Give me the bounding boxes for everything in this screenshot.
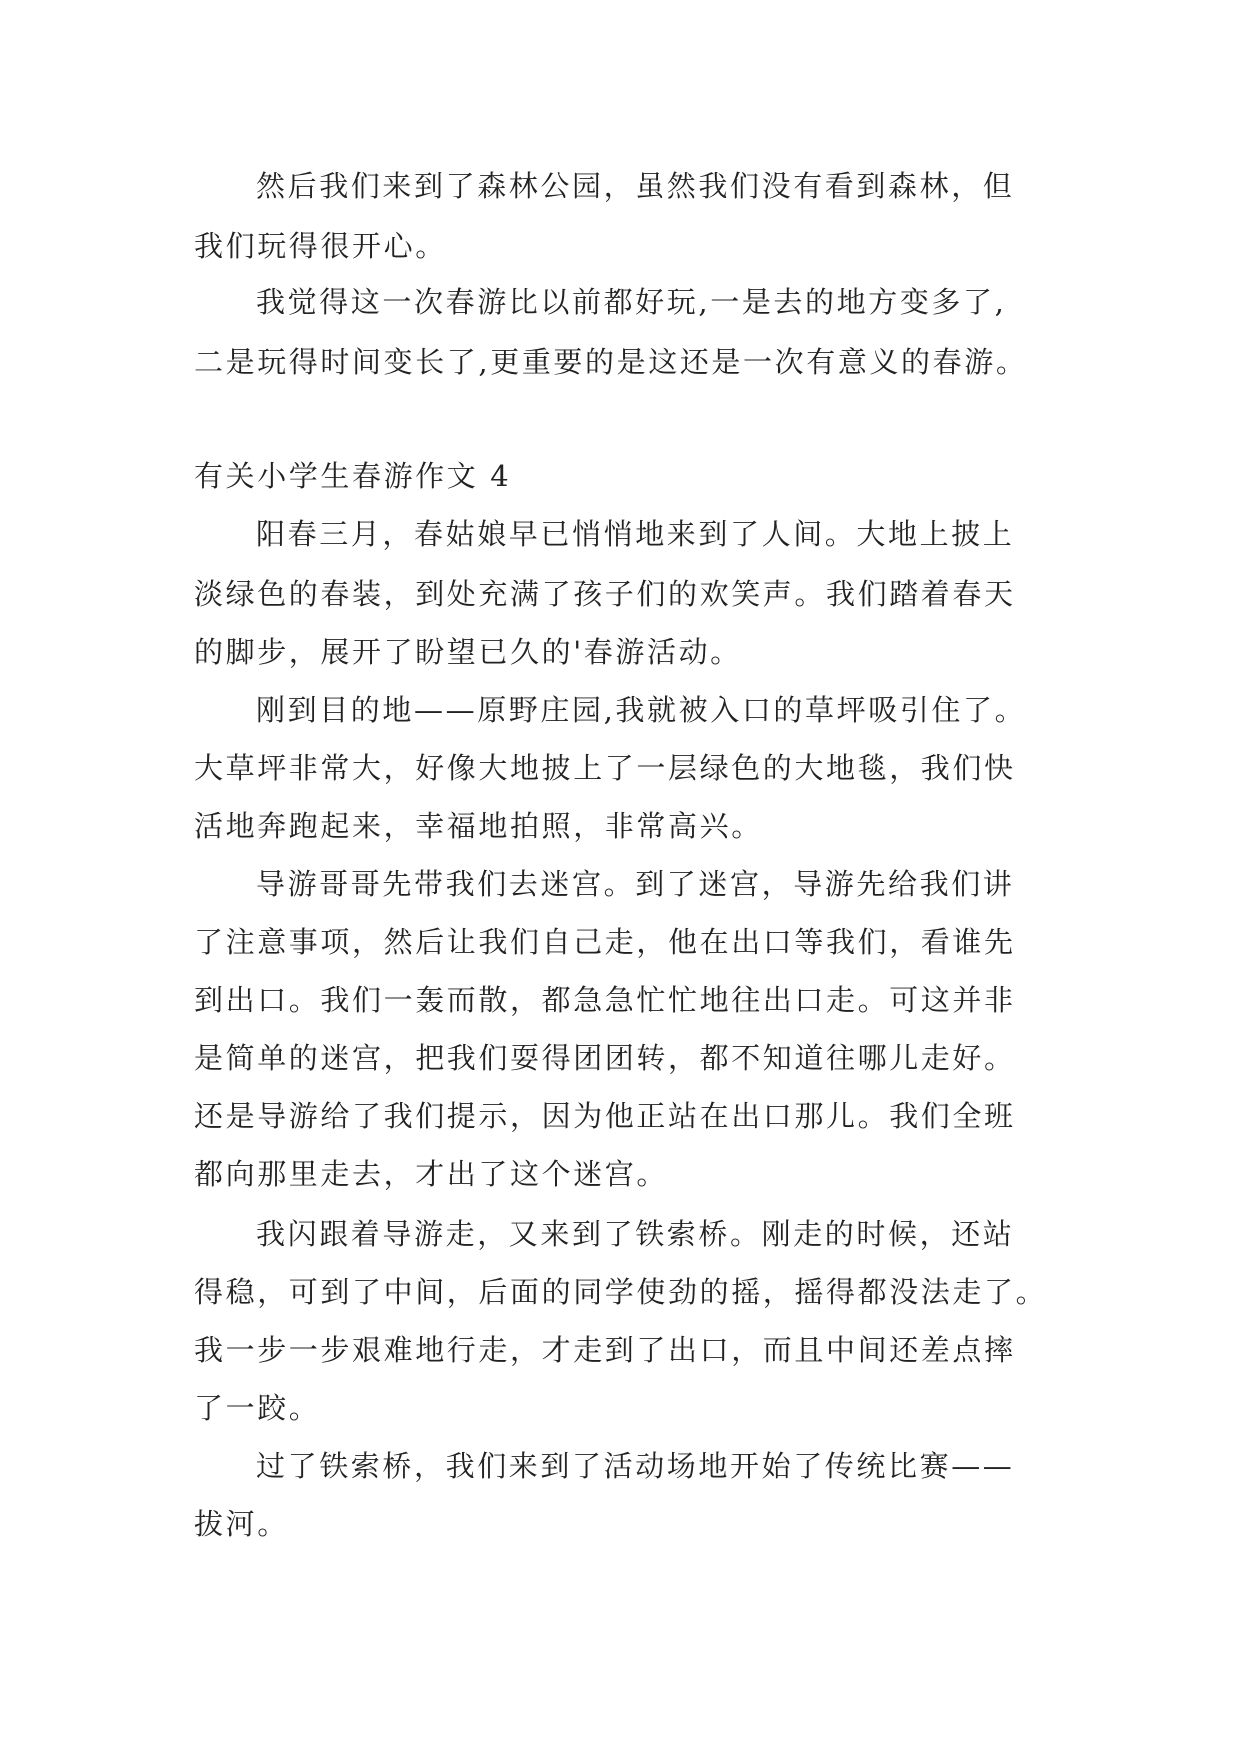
paragraph-line: 刚到目的地——原野庄园,我就被入口的草坪吸引住了。 (256, 693, 1027, 727)
paragraph-line: 是简单的迷宫，把我们耍得团团转，都不知道往哪儿走好。 (194, 1041, 1016, 1075)
paragraph-line: 了注意事项，然后让我们自己走，他在出口等我们，看谁先 (194, 925, 1016, 959)
paragraph-line: 我闪跟着导游走，又来到了铁索桥。刚走的时候，还站 (256, 1217, 1015, 1251)
paragraph-line: 阳春三月，春姑娘早已悄悄地来到了人间。大地上披上 (256, 517, 1015, 551)
paragraph-line: 活地奔跑起来，幸福地拍照，非常高兴。 (194, 809, 763, 843)
paragraph-line: 了一跤。 (194, 1391, 321, 1425)
paragraph-line: 我觉得这一次春游比以前都好玩,一是去的地方变多了, (256, 285, 1007, 319)
paragraph-line: 二是玩得时间变长了,更重要的是这还是一次有意义的春游。 (194, 345, 1028, 379)
paragraph-line: 淡绿色的春装，到处充满了孩子们的欢笑声。我们踏着春天 (194, 577, 1016, 611)
paragraph-line: 然后我们来到了森林公园，虽然我们没有看到森林，但 (256, 169, 1015, 203)
paragraph-line: 的脚步，展开了盼望已久的'春游活动。 (194, 635, 742, 669)
paragraph-line: 拔河。 (194, 1507, 289, 1541)
paragraph-line: 导游哥哥先带我们去迷宫。到了迷宫，导游先给我们讲 (256, 867, 1015, 901)
paragraph-line: 都向那里走去，才出了这个迷宫。 (194, 1157, 669, 1191)
paragraph-line: 过了铁索桥，我们来到了活动场地开始了传统比赛—— (256, 1449, 1015, 1483)
section-heading: 有关小学生春游作文 4 (194, 459, 512, 493)
paragraph-line: 还是导游给了我们提示，因为他正站在出口那儿。我们全班 (194, 1099, 1016, 1133)
paragraph-line: 到出口。我们一轰而散，都急急忙忙地往出口走。可这并非 (194, 983, 1016, 1017)
paragraph-line: 我们玩得很开心。 (194, 229, 447, 263)
paragraph-line: 得稳，可到了中间，后面的同学使劲的摇，摇得都没法走了。 (194, 1275, 1048, 1309)
paragraph-line: 我一步一步艰难地行走，才走到了出口，而且中间还差点摔 (194, 1333, 1016, 1367)
paragraph-line: 大草坪非常大，好像大地披上了一层绿色的大地毯，我们快 (194, 751, 1016, 785)
